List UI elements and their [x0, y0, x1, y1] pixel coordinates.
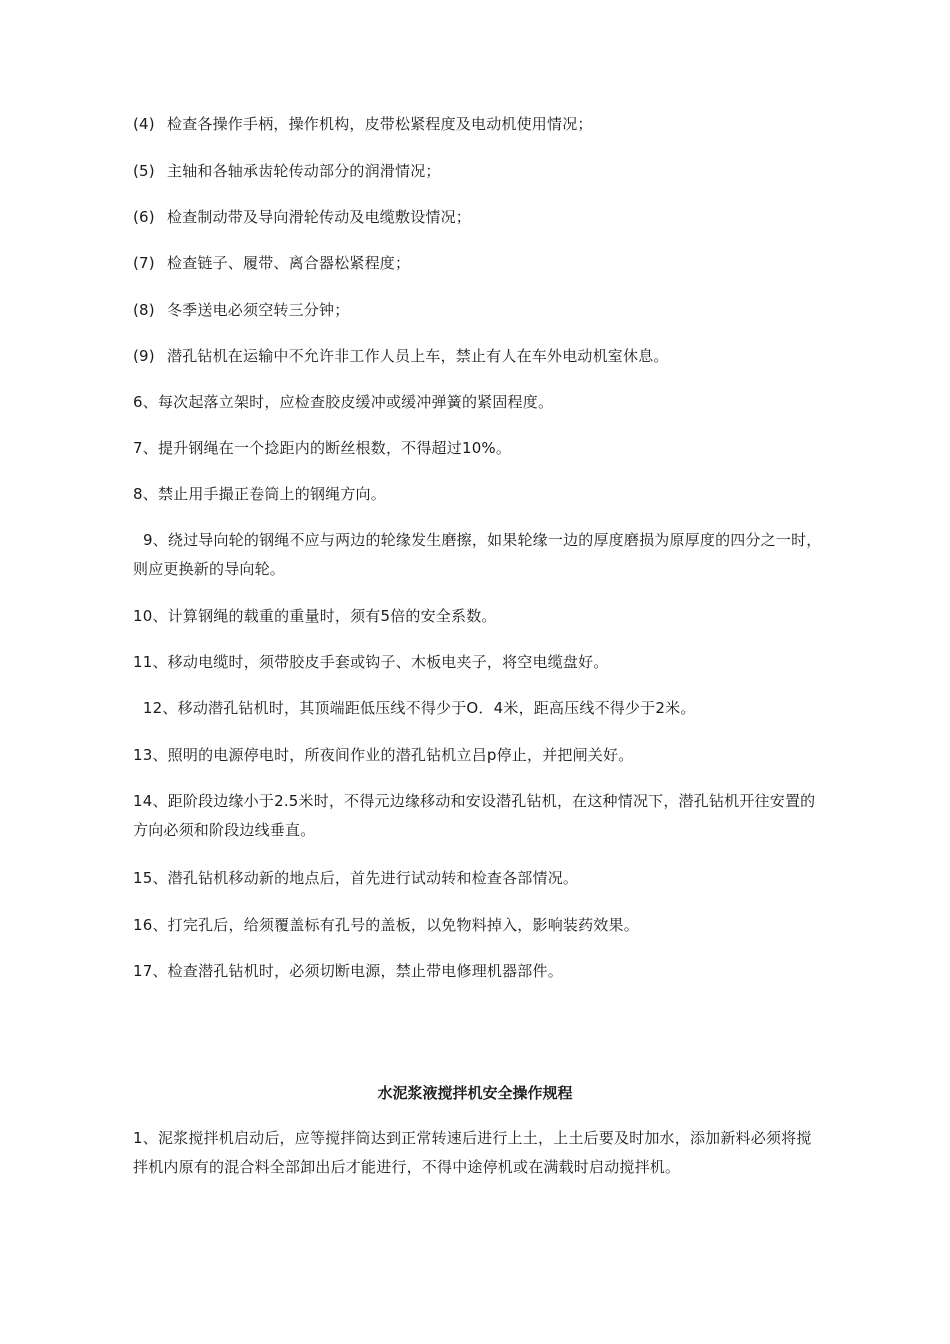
- item-text: 潜孔钻机在运输中不允许非工作人员上车，禁止有人在车外电动机室休息。: [167, 347, 669, 365]
- paragraph: 9、绕过导向轮的钢绳不应与两边的轮缘发生磨擦，如果轮缘一边的厚度磨损为原厚度的四分之一时，则应更换新的导向轮。: [133, 531, 822, 578]
- paragraph: 13、照明的电源停电时，所夜间作业的潜孔钻机立吕p停止，并把闸关好。: [133, 746, 634, 764]
- item-number: (8): [133, 301, 155, 319]
- list-item: [133, 296, 823, 325]
- paragraph: 6、每次起落立架时，应检查胶皮缓冲或缓冲弹簧的紧固程度。: [133, 393, 554, 411]
- item-text: 检查制动带及导向滑轮传动及电缆敷设情况；: [167, 208, 472, 226]
- paragraph: 17、检查潜孔钻机时，必须切断电源，禁止带电修理机器部件。: [133, 962, 563, 980]
- item-number: (5): [133, 162, 155, 180]
- item-text: 主轴和各轴承齿轮传动部分的润滑情况；: [167, 162, 441, 180]
- paragraph: 10、计算钢绳的载重的重量时，须有5倍的安全系数。: [133, 607, 497, 625]
- item-text: 检查各操作手柄，操作机构，皮带松紧程度及电动机使用情况；: [167, 115, 593, 133]
- paragraph: 7、提升钢绳在一个捻距内的断丝根数，不得超过10%。: [133, 439, 512, 457]
- item-text: 冬季送电必须空转三分钟；: [167, 301, 350, 319]
- list-item: [133, 157, 823, 186]
- paragraph: 15、潜孔钻机移动新的地点后，首先进行试动转和检查各部情况。: [133, 869, 579, 887]
- list-item: [133, 342, 823, 371]
- list-item: [133, 249, 823, 278]
- list-item: [133, 203, 823, 232]
- paragraph: 11、移动电缆时，须带胶皮手套或钩子、木板电夹子，将空电缆盘好。: [133, 653, 609, 671]
- item-number: (9): [133, 347, 155, 365]
- paragraph: 1、泥浆搅拌机启动后，应等搅拌筒达到正常转速后进行上土，上土后要及时加水，添加新料必须将搅拌机内原有的混合料全部卸出后才能进行，不得中途停机或在满载时启动搅拌机。: [133, 1129, 812, 1176]
- paragraph: 8、禁止用手撮正卷筒上的钢绳方向。: [133, 485, 386, 503]
- section-title: 水泥浆液搅拌机安全操作规程: [377, 1084, 573, 1102]
- paragraph: 12、移动潜孔钻机时，其顶端距低压线不得少于O．4米，距高压线不得少于2米。: [133, 699, 696, 717]
- paragraph: 16、打完孔后，给须覆盖标有孔号的盖板，以免物料掉入，影响装药效果。: [133, 916, 639, 934]
- item-number: (7): [133, 254, 155, 272]
- paragraph: 14、距阶段边缘小于2.5米时，不得元边缘移动和安设潜孔钻机，在这种情况下，潜孔钻机开往安置的方向必须和阶段边线垂直。: [133, 792, 816, 839]
- list-item: [133, 110, 823, 139]
- item-text: 检查链子、履带、离合器松紧程度；: [167, 254, 411, 272]
- item-number: (6): [133, 208, 155, 226]
- item-number: (4): [133, 115, 155, 133]
